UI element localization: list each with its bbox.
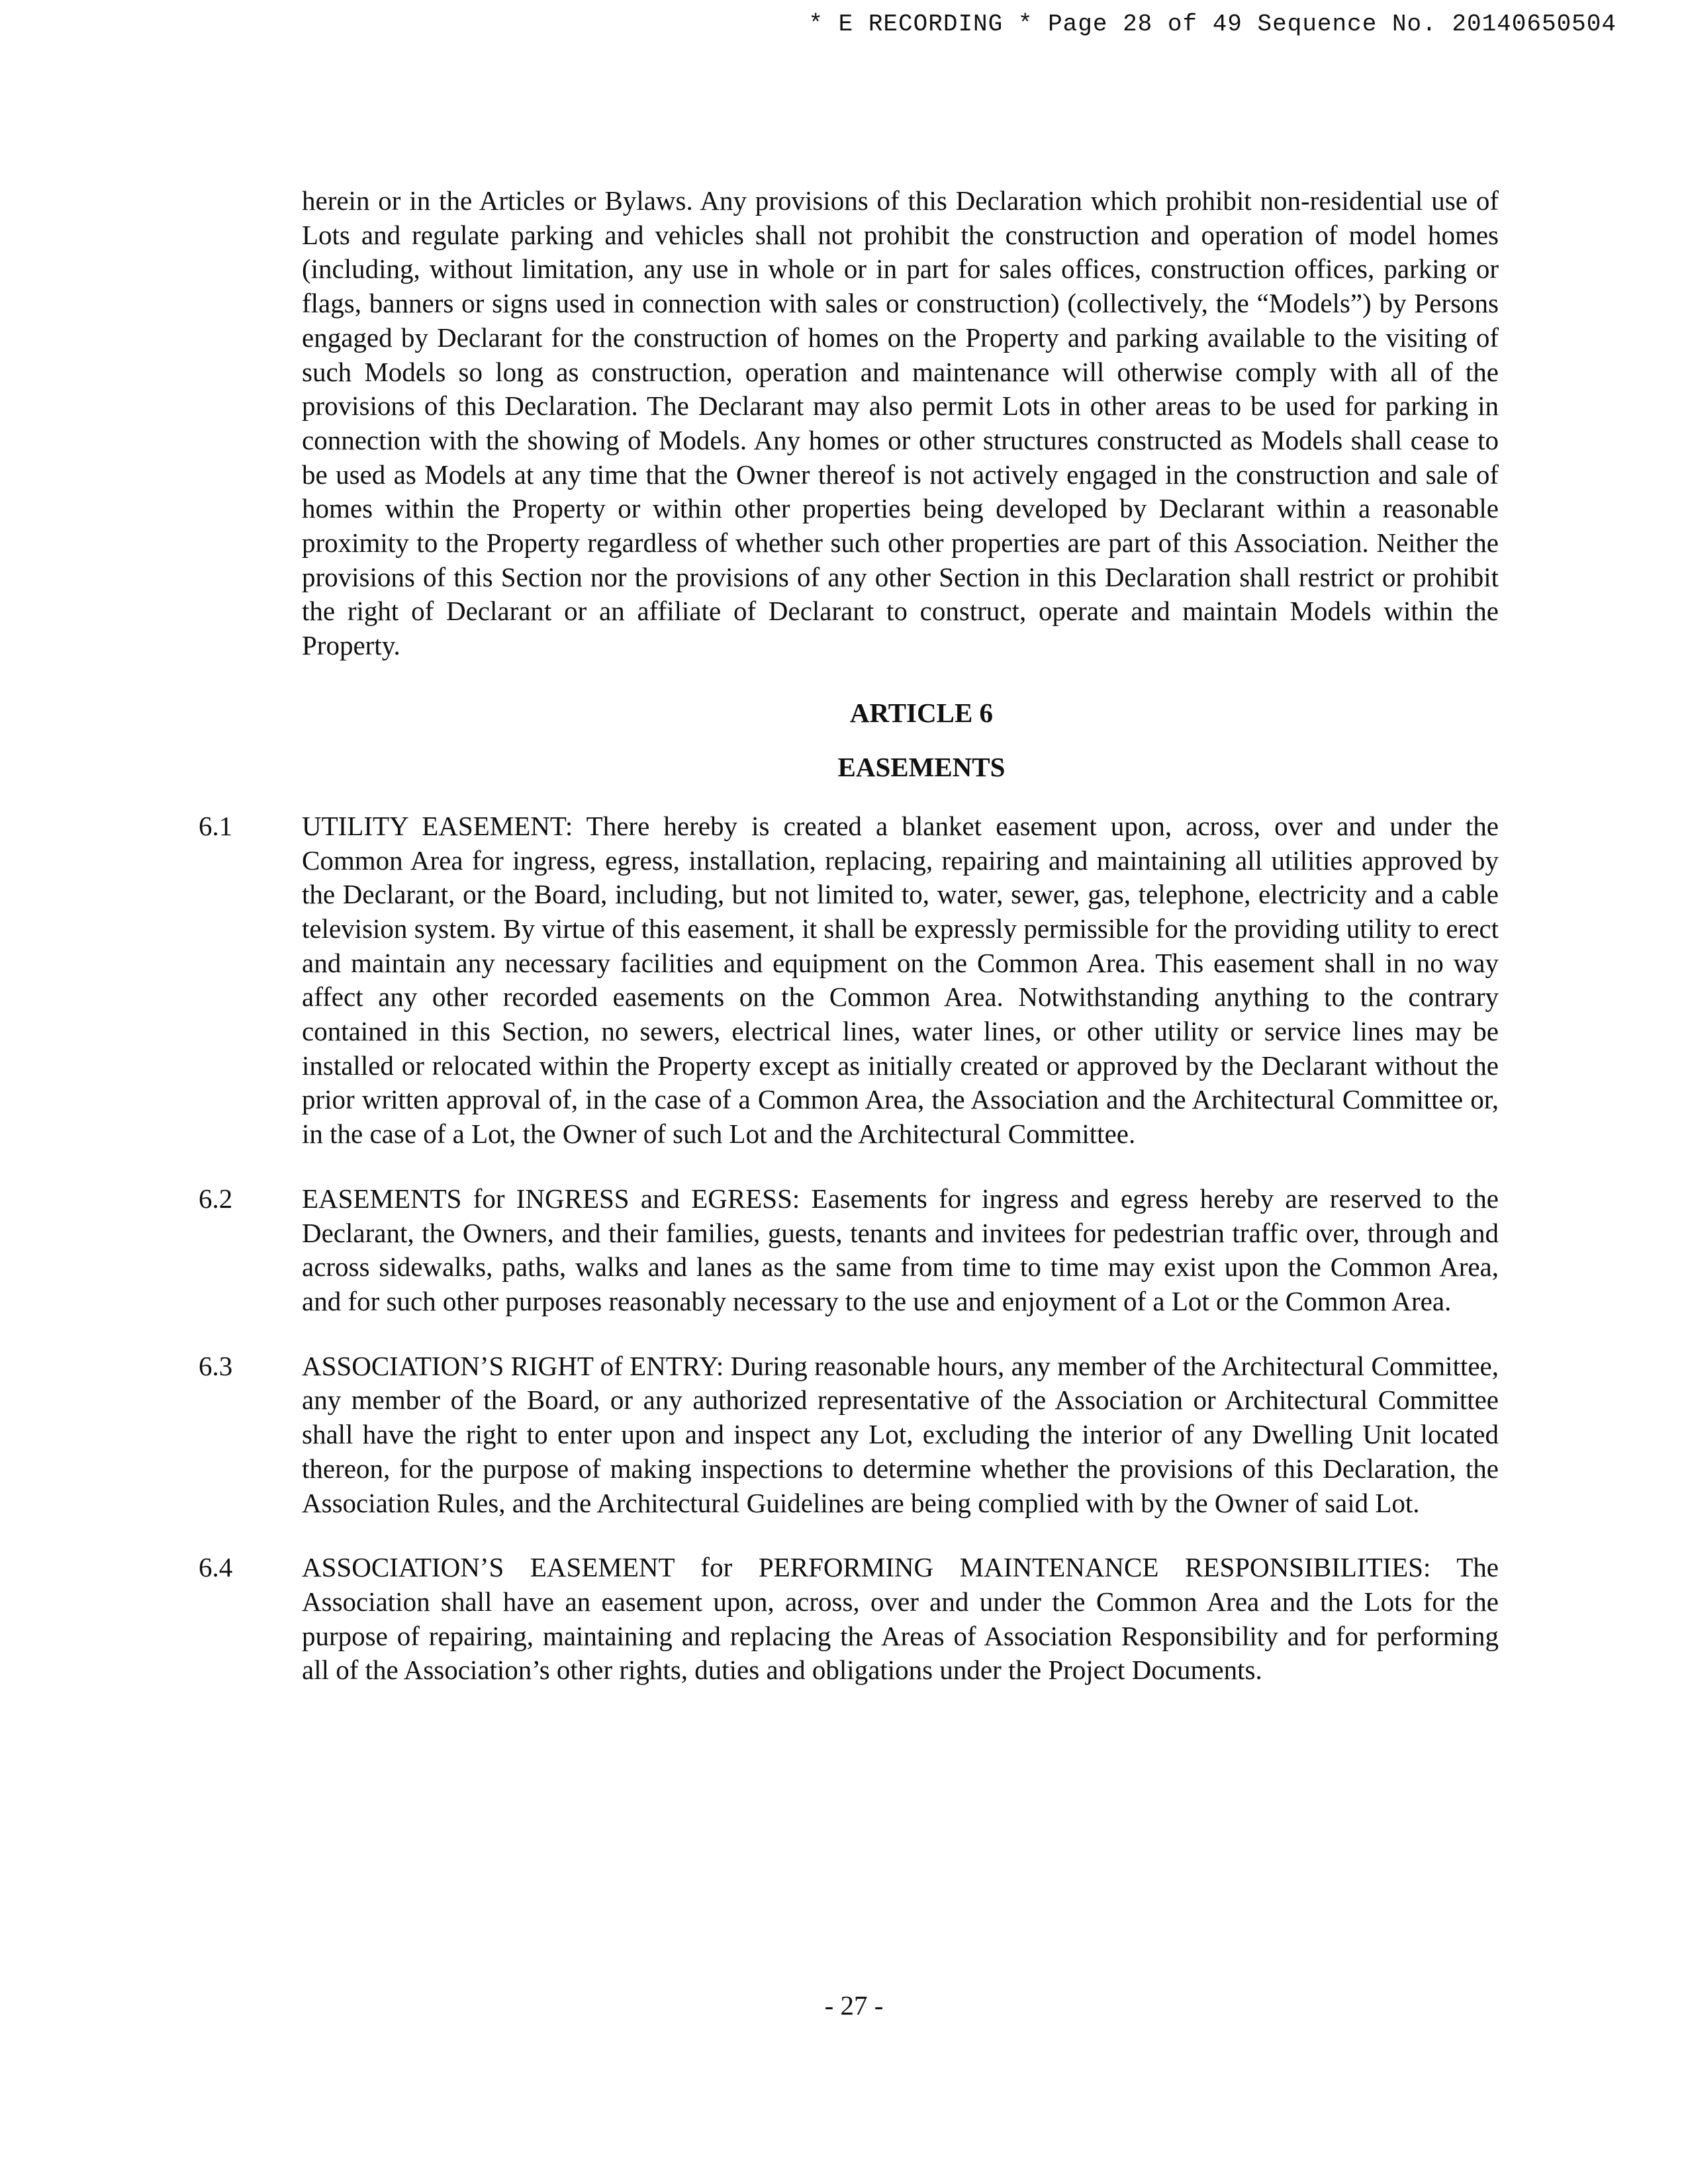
section-number: 6.3 (199, 1350, 233, 1381)
section-number: 6.1 (199, 810, 233, 841)
section-text: ASSOCIATION’S RIGHT of ENTRY: During reasonable hours, any member of the Architectural Committee, any member of the Board, or any authorized representative of the Association or Architectural Committee shall have the right to enter upon and inspect any Lot, excluding the interior of any Dwelling Unit located thereon, for the purpose of making inspections to determine whether the provisions of this Declaration, the Association Rules, and the Architectural Guidelines are being complied with by the Owner of said Lot. (302, 1350, 1499, 1518)
section-text: UTILITY EASEMENT: There hereby is created a blanket easement upon, across, over and under the Common Area for ingress, egress, installation, replacing, repairing and maintaining all utilities approved by the Declarant, or the Board, including, but not limited to, water, sewer, gas, telephone, electricity and a cable television system. By virtue of this easement, it shall be expressly permissible for the providing utility to erect and maintain any necessary facilities and equipment on the Common Area. This easement shall in no way affect any other recorded easements on the Common Area. Notwithstanding anything to the contrary contained in this Section, no sewers, electrical lines, water lines, or other utility or service lines may be installed or relocated within the Property except as initially created or approved by the Declarant without the prior written approval of, in the case of a Common Area, the Association and the Architectural Committee or, in the case of a Lot, the Owner of such Lot and the Architectural Committee. (302, 810, 1499, 1150)
document-body (199, 184, 1499, 1688)
continuation-paragraph: herein or in the Articles or Bylaws. Any provisions of this Declaration which prohibit non-residential use of Lots and regulate parking and vehicles shall not prohibit the construction and operation of model homes (including, without limitation, any use in whole or in part for sales offices, construction offices, parking or flags, banners or signs used in connection with sales or construction) (collectively, the “Models”) by Persons engaged by Declarant for the construction of homes on the Property and parking available to the visiting of such Models so long as construction, operation and maintenance will otherwise comply with all of the provisions of this Declaration. The Declarant may also permit Lots in other areas to be used for parking in connection with the showing of Models. Any homes or other structures constructed as Models shall cease to be used as Models at any time that the Owner thereof is not actively engaged in the construction and sale of homes within the Property or within other properties being developed by Declarant within a reasonable proximity to the Property regardless of whether such other properties are part of this Association. Neither the provisions of this Section nor the provisions of any other Section in this Declaration shall restrict or prohibit the right of Declarant or an affiliate of Declarant to construct, operate and maintain Models within the Property. (302, 185, 1499, 661)
section-text: ASSOCIATION’S EASEMENT for PERFORMING MAINTENANCE RESPONSIBILITIES: The Association shall have an easement upon, across, over and under the Common Area and the Lots for the purpose of repairing, maintaining and replacing the Areas of Association Responsibility and for performing all of the Association’s other rights, duties and obligations under the Project Documents. (302, 1552, 1499, 1686)
section-number: 6.2 (199, 1183, 233, 1214)
section-6-3 (199, 1349, 1499, 1521)
recording-header: * E RECORDING * Page 28 of 49 Sequence No. 20140650504 (808, 11, 1617, 38)
section-6-4 (199, 1551, 1499, 1688)
section-number: 6.4 (199, 1552, 233, 1583)
article-title: EASEMENTS (837, 751, 1006, 782)
section-6-1 (199, 809, 1499, 1152)
section-6-2 (199, 1182, 1499, 1319)
section-text: EASEMENTS for INGRESS and EGRESS: Easements for ingress and egress hereby are reserved to the Declarant, the Owners, and their families, guests, tenants and invitees for pedestrian traffic over, through and across sidewalks, paths, walks and lanes as the same from time to time may exist upon the Common Area, and for such other purposes reasonably necessary to the use and enjoyment of a Lot or the Common Area. (302, 1183, 1499, 1316)
page-number: - 27 - (824, 1990, 884, 2021)
article-number: ARTICLE 6 (849, 697, 994, 728)
